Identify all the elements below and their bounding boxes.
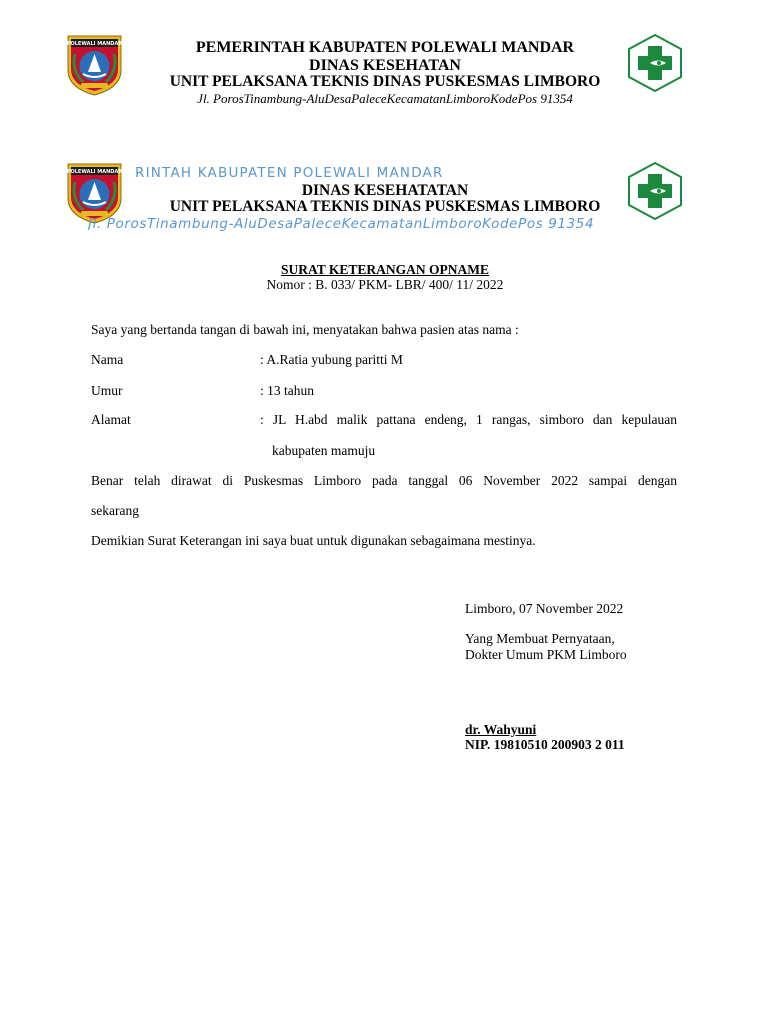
closing-paragraph: Demikian Surat Keterangan ini saya buat untuk digunakan sebagaimana mestinya. bbox=[91, 533, 536, 548]
document-number: Nomor : B. 033/ PKM- LBR/ 400/ 11/ 2022 bbox=[266, 277, 504, 292]
signature-maker: Yang Membuat Pernyataan, bbox=[465, 631, 615, 646]
field-label-address: Alamat bbox=[91, 412, 131, 427]
signature-place-date: Limboro, 07 November 2022 bbox=[465, 601, 624, 616]
polewali-mandar-emblem-icon bbox=[65, 34, 124, 96]
field-value-address-cont: kabupaten mamuju bbox=[272, 443, 376, 458]
field-label-age: Umur bbox=[91, 383, 123, 398]
signature-position: Dokter Umum PKM Limboro bbox=[465, 647, 627, 662]
intro-paragraph: Saya yang bertanda tangan di bawah ini, menyatakan bahwa pasien atas nama : bbox=[91, 322, 519, 337]
letterhead-department: DINAS KESEHATAN bbox=[309, 57, 461, 74]
letterhead2-department: DINAS KESEHATATAN bbox=[301, 182, 469, 199]
statement-paragraph-cont: sekarang bbox=[91, 503, 139, 518]
field-label-name: Nama bbox=[91, 352, 124, 367]
puskesmas-cross-icon-2 bbox=[626, 162, 684, 220]
letterhead-address: Jl. PorosTinambung-AluDesaPaleceKecamatanLimboroKodePos 91354 bbox=[197, 91, 573, 106]
field-value-age: : 13 tahun bbox=[260, 383, 314, 398]
letterhead2-ghost-address: Jl. PorosTinambung-AluDesaPaleceKecamatanLimboroKodePos 91354 bbox=[88, 216, 595, 232]
signature-nip: NIP. 19810510 200903 2 011 bbox=[465, 737, 625, 752]
signature-name: dr. Wahyuni bbox=[465, 722, 537, 737]
letterhead-government: PEMERINTAH KABUPATEN POLEWALI MANDAR bbox=[195, 39, 575, 56]
letterhead2-ghost-government: RINTAH KABUPATEN POLEWALI MANDAR bbox=[135, 165, 444, 181]
puskesmas-cross-icon bbox=[626, 34, 684, 92]
document-title: SURAT KETERANGAN OPNAME bbox=[280, 262, 490, 277]
letterhead2-unit: UNIT PELAKSANA TEKNIS DINAS PUSKESMAS LIMBORO bbox=[169, 198, 601, 215]
polewali-mandar-emblem-icon-2 bbox=[65, 162, 124, 224]
field-value-address: : JL H.abd malik pattana endeng, 1 rangas, simboro dan kepulauan bbox=[260, 412, 677, 427]
field-value-name: : A.Ratia yubung paritti M bbox=[260, 352, 403, 367]
emblem-caption: POLEWALI MANDAR bbox=[66, 41, 123, 47]
letterhead-unit: UNIT PELAKSANA TEKNIS DINAS PUSKESMAS LIMBORO bbox=[169, 73, 601, 90]
statement-paragraph: Benar telah dirawat di Puskesmas Limboro pada tanggal 06 November 2022 sampai dengan bbox=[91, 473, 677, 488]
emblem-caption-2: POLEWALI MANDAR bbox=[66, 169, 123, 175]
